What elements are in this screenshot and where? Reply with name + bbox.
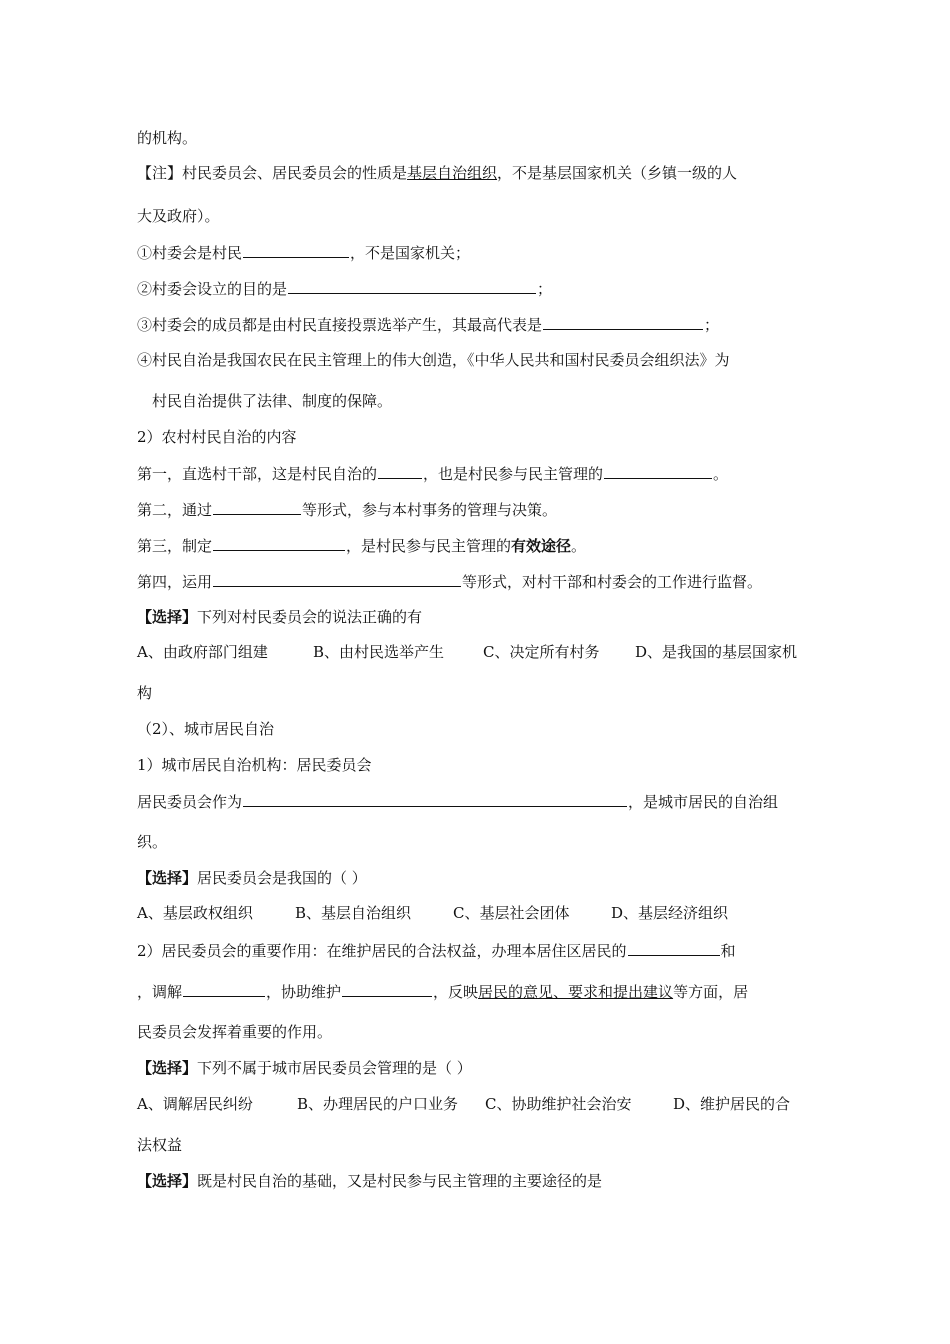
text: 和 (720, 942, 736, 960)
fill-blank[interactable] (342, 981, 432, 997)
text: ②村委会设立的目的是 (137, 280, 288, 298)
text-line (137, 206, 220, 226)
option-c[interactable]: C、协助维护社会治安 (485, 1095, 632, 1113)
section-heading (137, 719, 274, 739)
fill-blank[interactable] (543, 314, 703, 330)
text: 构 (137, 684, 153, 702)
options-line (137, 642, 797, 662)
option-b[interactable]: B、办理居民的户口业务 (297, 1095, 459, 1113)
question-text: 既是村民自治的基础，又是村民参与民主管理的主要途径的是 (197, 1172, 603, 1190)
options-line (137, 903, 728, 923)
text: 【注】村民委员会、居民委员会的性质是 (137, 164, 408, 182)
text-line (137, 1135, 182, 1155)
question-text: 居民委员会是我国的（ ） (197, 869, 367, 887)
fill-blank[interactable] (628, 940, 720, 956)
text: ，是城市居民的自治组 (628, 793, 779, 811)
fill-blank[interactable] (213, 571, 461, 587)
text: 大及政府）。 (137, 207, 220, 225)
fill-blank[interactable] (213, 499, 301, 515)
text: 1）城市居民自治机构：居民委员会 (137, 756, 372, 774)
fill-blank[interactable] (378, 463, 422, 479)
question-tag: 【选择】 (137, 1059, 198, 1077)
option-b[interactable]: B、基层自治组织 (295, 904, 412, 922)
bold-text: 有效途径 (511, 537, 572, 555)
option-c[interactable]: C、基层社会团体 (453, 904, 570, 922)
text: 的机构。 (137, 129, 198, 147)
underlined-text: 居民的意见、要求和提出建议 (478, 983, 674, 1001)
fill-blank[interactable] (604, 463, 712, 479)
option-a[interactable]: A、调解居民纠纷 (137, 1095, 253, 1113)
question-text: 下列对村民委员会的说法正确的有 (197, 608, 423, 626)
question-line (137, 1058, 472, 1078)
text-line (152, 391, 392, 411)
text: ，调解 (137, 983, 183, 1001)
text: ； (537, 280, 553, 298)
text: 第三，制定 (137, 537, 213, 555)
underlined-text: 基层自治组织 (407, 164, 498, 182)
text: ④村民自治是我国农民在民主管理上的伟大创造，《中华人民共和国村民委员会组织法》为 (137, 351, 730, 369)
text: 第四，运用 (137, 573, 213, 591)
section-heading (137, 755, 372, 775)
fill-blank[interactable] (243, 791, 627, 807)
text: 2）农村村民自治的内容 (137, 428, 297, 446)
text: 。 (713, 465, 729, 483)
text: 法权益 (137, 1136, 183, 1154)
text: 等形式，对村干部和村委会的工作进行监督。 (462, 573, 763, 591)
text: ，也是村民参与民主管理的 (423, 465, 604, 483)
text-line (137, 278, 552, 299)
question-line (137, 868, 367, 888)
text: （2）、城市居民自治 (137, 720, 275, 738)
options-line (137, 1094, 790, 1114)
question-line (137, 607, 422, 627)
text-line (137, 535, 586, 556)
section-heading (137, 427, 297, 447)
question-line (137, 1171, 602, 1191)
text-line (137, 350, 730, 370)
text: 织。 (137, 833, 168, 851)
text: ，不是基层国家机关（乡镇一级的人 (497, 164, 738, 182)
option-d[interactable]: D、基层经济组织 (611, 904, 729, 922)
text-line (137, 940, 736, 961)
text: ，协助维护 (266, 983, 342, 1001)
text-line (137, 791, 778, 812)
text: 等形式，参与本村事务的管理与决策。 (302, 501, 558, 519)
text-line (137, 499, 557, 520)
fill-blank[interactable] (243, 242, 349, 258)
text: ③村委会的成员都是由村民直接投票选举产生，其最高代表是 (137, 316, 543, 334)
option-a[interactable]: A、由政府部门组建 (137, 643, 268, 661)
text-line (137, 981, 748, 1002)
fill-blank[interactable] (183, 981, 265, 997)
question-text: 下列不属于城市居民委员会管理的是（ ） (197, 1059, 472, 1077)
text-line (137, 128, 197, 148)
fill-blank[interactable] (288, 278, 536, 294)
text: ，反映 (433, 983, 479, 1001)
text-line (137, 242, 470, 263)
text: 第一，直选村干部，这是村民自治的 (137, 465, 378, 483)
note-line (137, 163, 737, 183)
question-tag: 【选择】 (137, 1172, 198, 1190)
option-c[interactable]: C、决定所有村务 (483, 643, 600, 661)
text: ，不是国家机关； (350, 244, 471, 262)
text-line (137, 463, 728, 484)
question-tag: 【选择】 (137, 869, 198, 887)
option-b[interactable]: B、由村民选举产生 (313, 643, 445, 661)
option-d[interactable]: D、维护居民的合 (673, 1095, 791, 1113)
text: 居民委员会作为 (137, 793, 243, 811)
text-line (137, 683, 152, 703)
option-d[interactable]: D、是我国的基层国家机 (635, 643, 798, 661)
text: 等方面，居 (673, 983, 749, 1001)
text-line (137, 1022, 332, 1042)
text: ； (704, 316, 720, 334)
text: 村民自治提供了法律、制度的保障。 (152, 392, 393, 410)
text-line (137, 832, 167, 852)
text: 第二，通过 (137, 501, 213, 519)
question-tag: 【选择】 (137, 608, 198, 626)
text-line (137, 571, 762, 592)
text-line (137, 314, 719, 335)
text: ①村委会是村民 (137, 244, 243, 262)
text: 。 (571, 537, 587, 555)
option-a[interactable]: A、基层政权组织 (137, 904, 253, 922)
text: 民委员会发挥着重要的作用。 (137, 1023, 333, 1041)
fill-blank[interactable] (213, 535, 345, 551)
text: ，是村民参与民主管理的 (346, 537, 512, 555)
text: 2）居民委员会的重要作用：在维护居民的合法权益，办理本居住区居民的 (137, 942, 627, 960)
